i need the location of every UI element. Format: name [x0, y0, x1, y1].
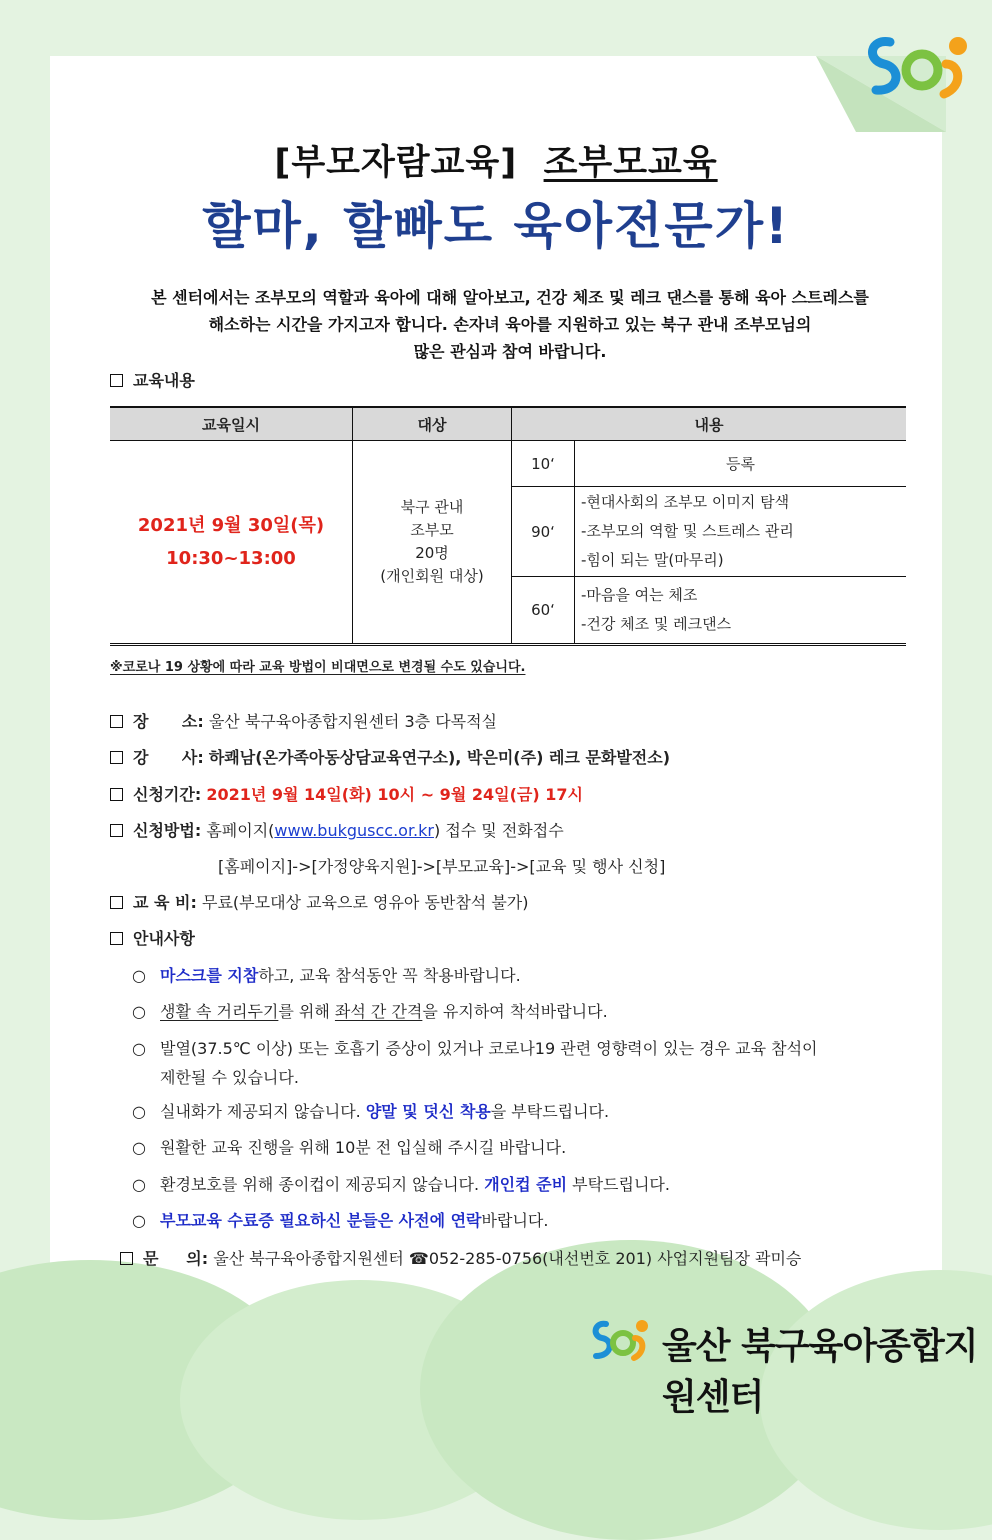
period-value: 2021년 9월 14일(화) 10시 ~ 9월 24일(금) 17시	[206, 785, 583, 804]
circle-bullet-icon: ○	[132, 1211, 146, 1230]
target-cell	[353, 441, 512, 645]
notice-label: 안내사항	[133, 929, 195, 948]
notice-underline: 좌석 간 간격	[334, 1002, 423, 1021]
content-item: -조부모의 역할 및 스트레스 관리	[581, 522, 794, 540]
target-line: 조부모	[410, 521, 454, 539]
info-fee	[110, 893, 529, 913]
checkbox-square-icon	[110, 932, 123, 945]
notice-highlight: 마스크를 지참	[160, 966, 259, 985]
notice-text: 바랍니다.	[481, 1211, 549, 1230]
method-pre: 홈페이지(	[206, 821, 275, 840]
notice-item	[132, 1133, 922, 1162]
lecturer-label: 강 사:	[133, 748, 204, 767]
content-cell: 등록	[575, 441, 907, 487]
checkbox-square-icon	[110, 824, 123, 837]
checkbox-square-icon	[110, 715, 123, 728]
date-cell	[110, 441, 353, 645]
circle-bullet-icon: ○	[132, 1102, 146, 1121]
info-period	[110, 785, 583, 805]
title-bracket: [부모자람교육]	[274, 143, 518, 183]
table-row	[110, 441, 906, 487]
method-path: [홈페이지]->[가정양육지원]->[부모교육]->[교육 및 행사 신청]	[218, 857, 666, 876]
contact-value: 울산 북구육아종합지원센터 ☎052-285-0756(내선번호 201) 사업지원팀장 곽미승	[213, 1249, 802, 1268]
intro-line: 해소하는 시간을 가지고자 합니다. 손자녀 육아를 지원하고 있는 북구 관내 조부모님의	[208, 315, 812, 334]
footer-logo-icon	[590, 1316, 650, 1366]
circle-bullet-icon: ○	[132, 966, 146, 985]
notice-item	[132, 1034, 922, 1092]
target-line: 20명	[415, 544, 449, 562]
table-header-row	[110, 407, 906, 441]
notice-text: 를 위해	[278, 1002, 335, 1021]
intro-line: 많은 관심과 참여 바랍니다.	[413, 342, 607, 361]
edu-date: 2021년 9월 30일(목)	[137, 515, 325, 536]
period-label: 신청기간:	[133, 785, 202, 804]
checkbox-square-icon	[110, 751, 123, 764]
section-label: 교육내용	[133, 371, 195, 390]
method-label: 신청방법:	[133, 821, 202, 840]
circle-bullet-icon: ○	[132, 1002, 146, 1021]
info-lecturer	[110, 748, 670, 768]
info-method	[110, 821, 564, 841]
notice-highlight: 개인컵 준비	[484, 1175, 568, 1194]
fee-label: 교 육 비:	[133, 893, 197, 912]
lecturer-value: 하쾌남(온가족아동상담교육연구소), 박은미(주) 레크 문화발전소)	[208, 748, 671, 767]
content-cell	[575, 487, 907, 577]
header-target: 대상	[353, 407, 512, 441]
target-line: 북구 관내	[400, 498, 464, 516]
content-item: -마음을 여는 체조	[581, 586, 698, 604]
notice-text: 실내화가 제공되지 않습니다.	[160, 1102, 366, 1121]
fee-value: 무료(부모대상 교육으로 영유아 동반참석 불가)	[202, 893, 529, 912]
edu-time: 10:30~13:00	[166, 548, 296, 569]
footer-org-name: 울산 북구육아종합지원센터	[662, 1326, 978, 1418]
notice-text: 발열(37.5℃ 이상) 또는 호흡기 증상이 있거나 코로나19 관련 영향력이 있는 경우 교육 참석이	[160, 1039, 818, 1058]
notice-item	[132, 1206, 922, 1235]
notice-text: 을 유지하여 착석바랍니다.	[422, 1002, 608, 1021]
method-post: ) 접수 및 전화접수	[433, 821, 564, 840]
info-contact	[120, 1249, 801, 1269]
notice-highlight: 부모교육 수료증 필요하신 분들은 사전에 연락	[160, 1211, 482, 1230]
main-headline: 할마, 할빠도 육아전문가!	[202, 197, 790, 255]
content-item: -힘이 되는 말(마무리)	[581, 551, 724, 569]
circle-bullet-icon: ○	[132, 1039, 146, 1058]
notice-text: 환경보호를 위해 종이컵이 제공되지 않습니다.	[160, 1175, 485, 1194]
content-cell	[575, 577, 907, 645]
place-value: 울산 북구육아종합지원센터 3층 다목적실	[208, 712, 498, 731]
checkbox-square-icon	[110, 374, 123, 387]
content-item: -현대사회의 조부모 이미지 탐색	[581, 493, 790, 511]
contact-label: 문 의:	[143, 1249, 209, 1268]
notice-underline: 생활 속 거리두기	[160, 1002, 279, 1021]
checkbox-square-icon	[120, 1252, 133, 1265]
intro-line: 본 센터에서는 조부모의 역할과 육아에 대해 알아보고, 건강 체조 및 레크 댄스를 통해 육아 스트레스를	[151, 288, 869, 307]
notice-text: 하고, 교육 참석동안 꼭 착용바랍니다.	[258, 966, 521, 985]
page-title	[0, 135, 992, 185]
checkbox-square-icon	[110, 788, 123, 801]
notice-highlight: 양말 및 덧신 착용	[365, 1102, 491, 1121]
duration-cell: 60‘	[512, 577, 575, 645]
checkbox-square-icon	[110, 896, 123, 909]
notice-item	[132, 1097, 922, 1126]
circle-bullet-icon: ○	[132, 1175, 146, 1194]
homepage-link[interactable]: www.bukguscc.or.kr	[274, 821, 434, 840]
center-logo-icon	[860, 30, 978, 104]
schedule-table	[110, 406, 906, 646]
section-education-content	[110, 368, 195, 391]
info-notice	[110, 929, 195, 949]
notice-text: 제한될 수 있습니다.	[160, 1068, 299, 1087]
header-date: 교육일시	[110, 407, 353, 441]
title-sub: 조부모교육	[543, 143, 718, 183]
header-content: 내용	[512, 407, 907, 441]
place-label: 장 소:	[133, 712, 204, 731]
notice-text: 을 부탁드립니다.	[490, 1102, 610, 1121]
content-item: -건강 체조 및 레크댄스	[581, 615, 732, 633]
notice-text: 원활한 교육 진행을 위해 10분 전 입실해 주시길 바랍니다.	[160, 1138, 567, 1157]
circle-bullet-icon: ○	[132, 1138, 146, 1157]
notice-item	[132, 1170, 922, 1199]
duration-cell: 90‘	[512, 487, 575, 577]
intro-paragraph	[100, 284, 920, 365]
notice-item	[132, 997, 922, 1026]
notice-item	[132, 961, 922, 990]
notice-text: 부탁드립니다.	[567, 1175, 670, 1194]
covid-note: ※코로나 19 상황에 따라 교육 방법이 비대면으로 변경될 수도 있습니다.	[110, 660, 526, 675]
info-place	[110, 712, 497, 732]
target-line: (개인회원 대상)	[380, 567, 484, 585]
duration-cell: 10‘	[512, 441, 575, 487]
